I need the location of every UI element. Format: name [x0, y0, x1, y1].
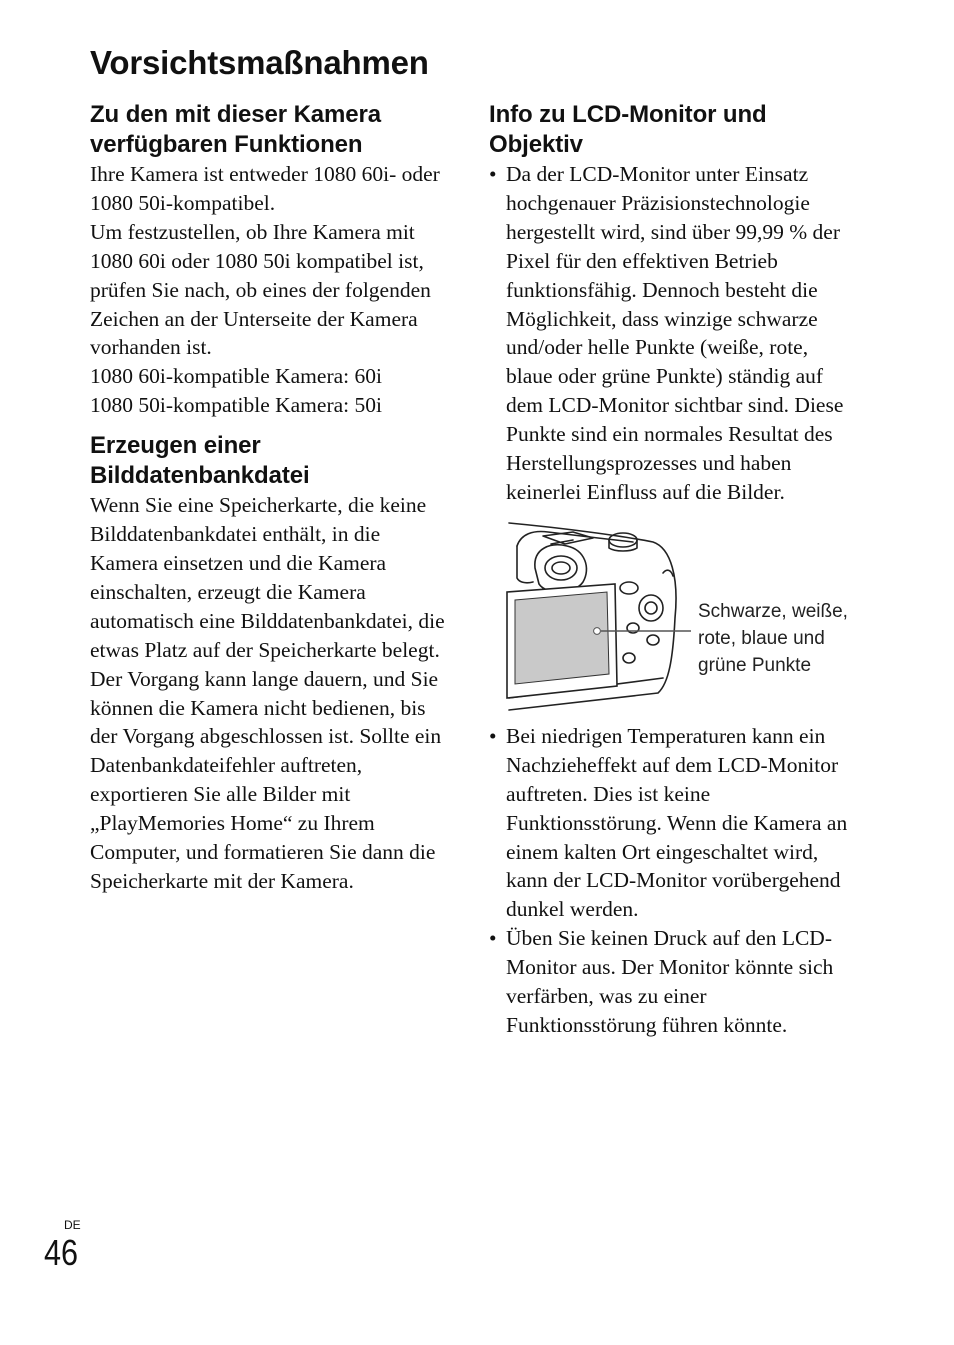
page-title: Vorsichtsmaßnahmen — [90, 44, 429, 81]
paragraph: Wenn Sie eine Speicherkarte, die keine Bilddatenbankdatei enthält, in die Kamera einsetzen und die Kamera einschalten, erzeugt die Kamera automatisch eine Bilddatenbankdatei, die etwas Platz auf der Speicherkarte belegt. Der Vorgang kann lange dauern, und Sie können die Kamera nicht bedienen, bis der Vorgang abgeschlossen ist. Sollte ein Datenbankdateifehler auftreten, exportieren Sie alle Bilder mit „PlayMemories Home“ zu Ihrem Computer, und formatieren Sie dann die Speicherkarte mit der Kamera. — [90, 493, 445, 893]
page-number: 46 — [44, 1232, 79, 1273]
section-heading-database: Erzeugen einer Bilddatenbankdatei — [90, 432, 310, 490]
list-item: • Üben Sie keinen Druck auf den LCD-Monitor aus. Der Monitor könnte sich verfärben, was zu einer Funktionsstörung führen könnte. — [489, 924, 854, 1040]
left-column — [90, 100, 450, 896]
figure-callout: Schwarze, weiße, rote, blaue und grüne Punkte — [698, 600, 848, 676]
list-item: • Da der LCD-Monitor unter Einsatz hochgenauer Präzisionstechnologie hergestellt wird, sind über 99,99 % der Pixel für den effektiven Betrieb funktionsfähig. Dennoch besteht die Möglichkeit, dass winzige schwarze und/oder helle Punkte (weiße, rote, blaue oder grüne Punkte) ständig auf dem LCD-Monitor sichtbar sind. Diese Punkte sind ein normales Resultat des Herstellungsprozesses und haben keinerlei Einfluss auf die Bilder. — [489, 160, 854, 507]
paragraph: Ihre Kamera ist entweder 1080 60i- oder 1080 50i-kompatibel. — [90, 162, 440, 215]
camera-illustration — [503, 518, 693, 714]
camera-lcd-figure — [489, 518, 854, 714]
section-heading-functions: Zu den mit dieser Kamera verfügbaren Funktionen — [90, 101, 382, 158]
section-heading-lcd: Info zu LCD-Monitor und Objektiv — [489, 101, 767, 158]
paragraph: Um festzustellen, ob Ihre Kamera mit 1080 60i oder 1080 50i kompatibel ist, prüfen Sie nach, ob eines der folgenden Zeichen an der Unterseite der Kamera vorhanden ist. — [90, 219, 431, 360]
bullet-list — [489, 160, 854, 507]
bullet-list — [489, 722, 854, 1040]
right-column — [489, 100, 854, 1040]
paragraph: 1080 60i-kompatible Kamera: 60i — [90, 364, 382, 389]
list-item: • Bei niedrigen Temperaturen kann ein Nachzieheffekt auf dem LCD-Monitor auftreten. Dies ist keine Funktionsstörung. Wenn die Kamera an einem kalten Ort eingeschaltet wird, kann der LCD-Monitor vorübergehend dunkel werden. — [489, 722, 854, 924]
paragraph: 1080 50i-kompatible Kamera: 50i — [90, 393, 382, 418]
language-code: DE — [64, 1218, 81, 1232]
